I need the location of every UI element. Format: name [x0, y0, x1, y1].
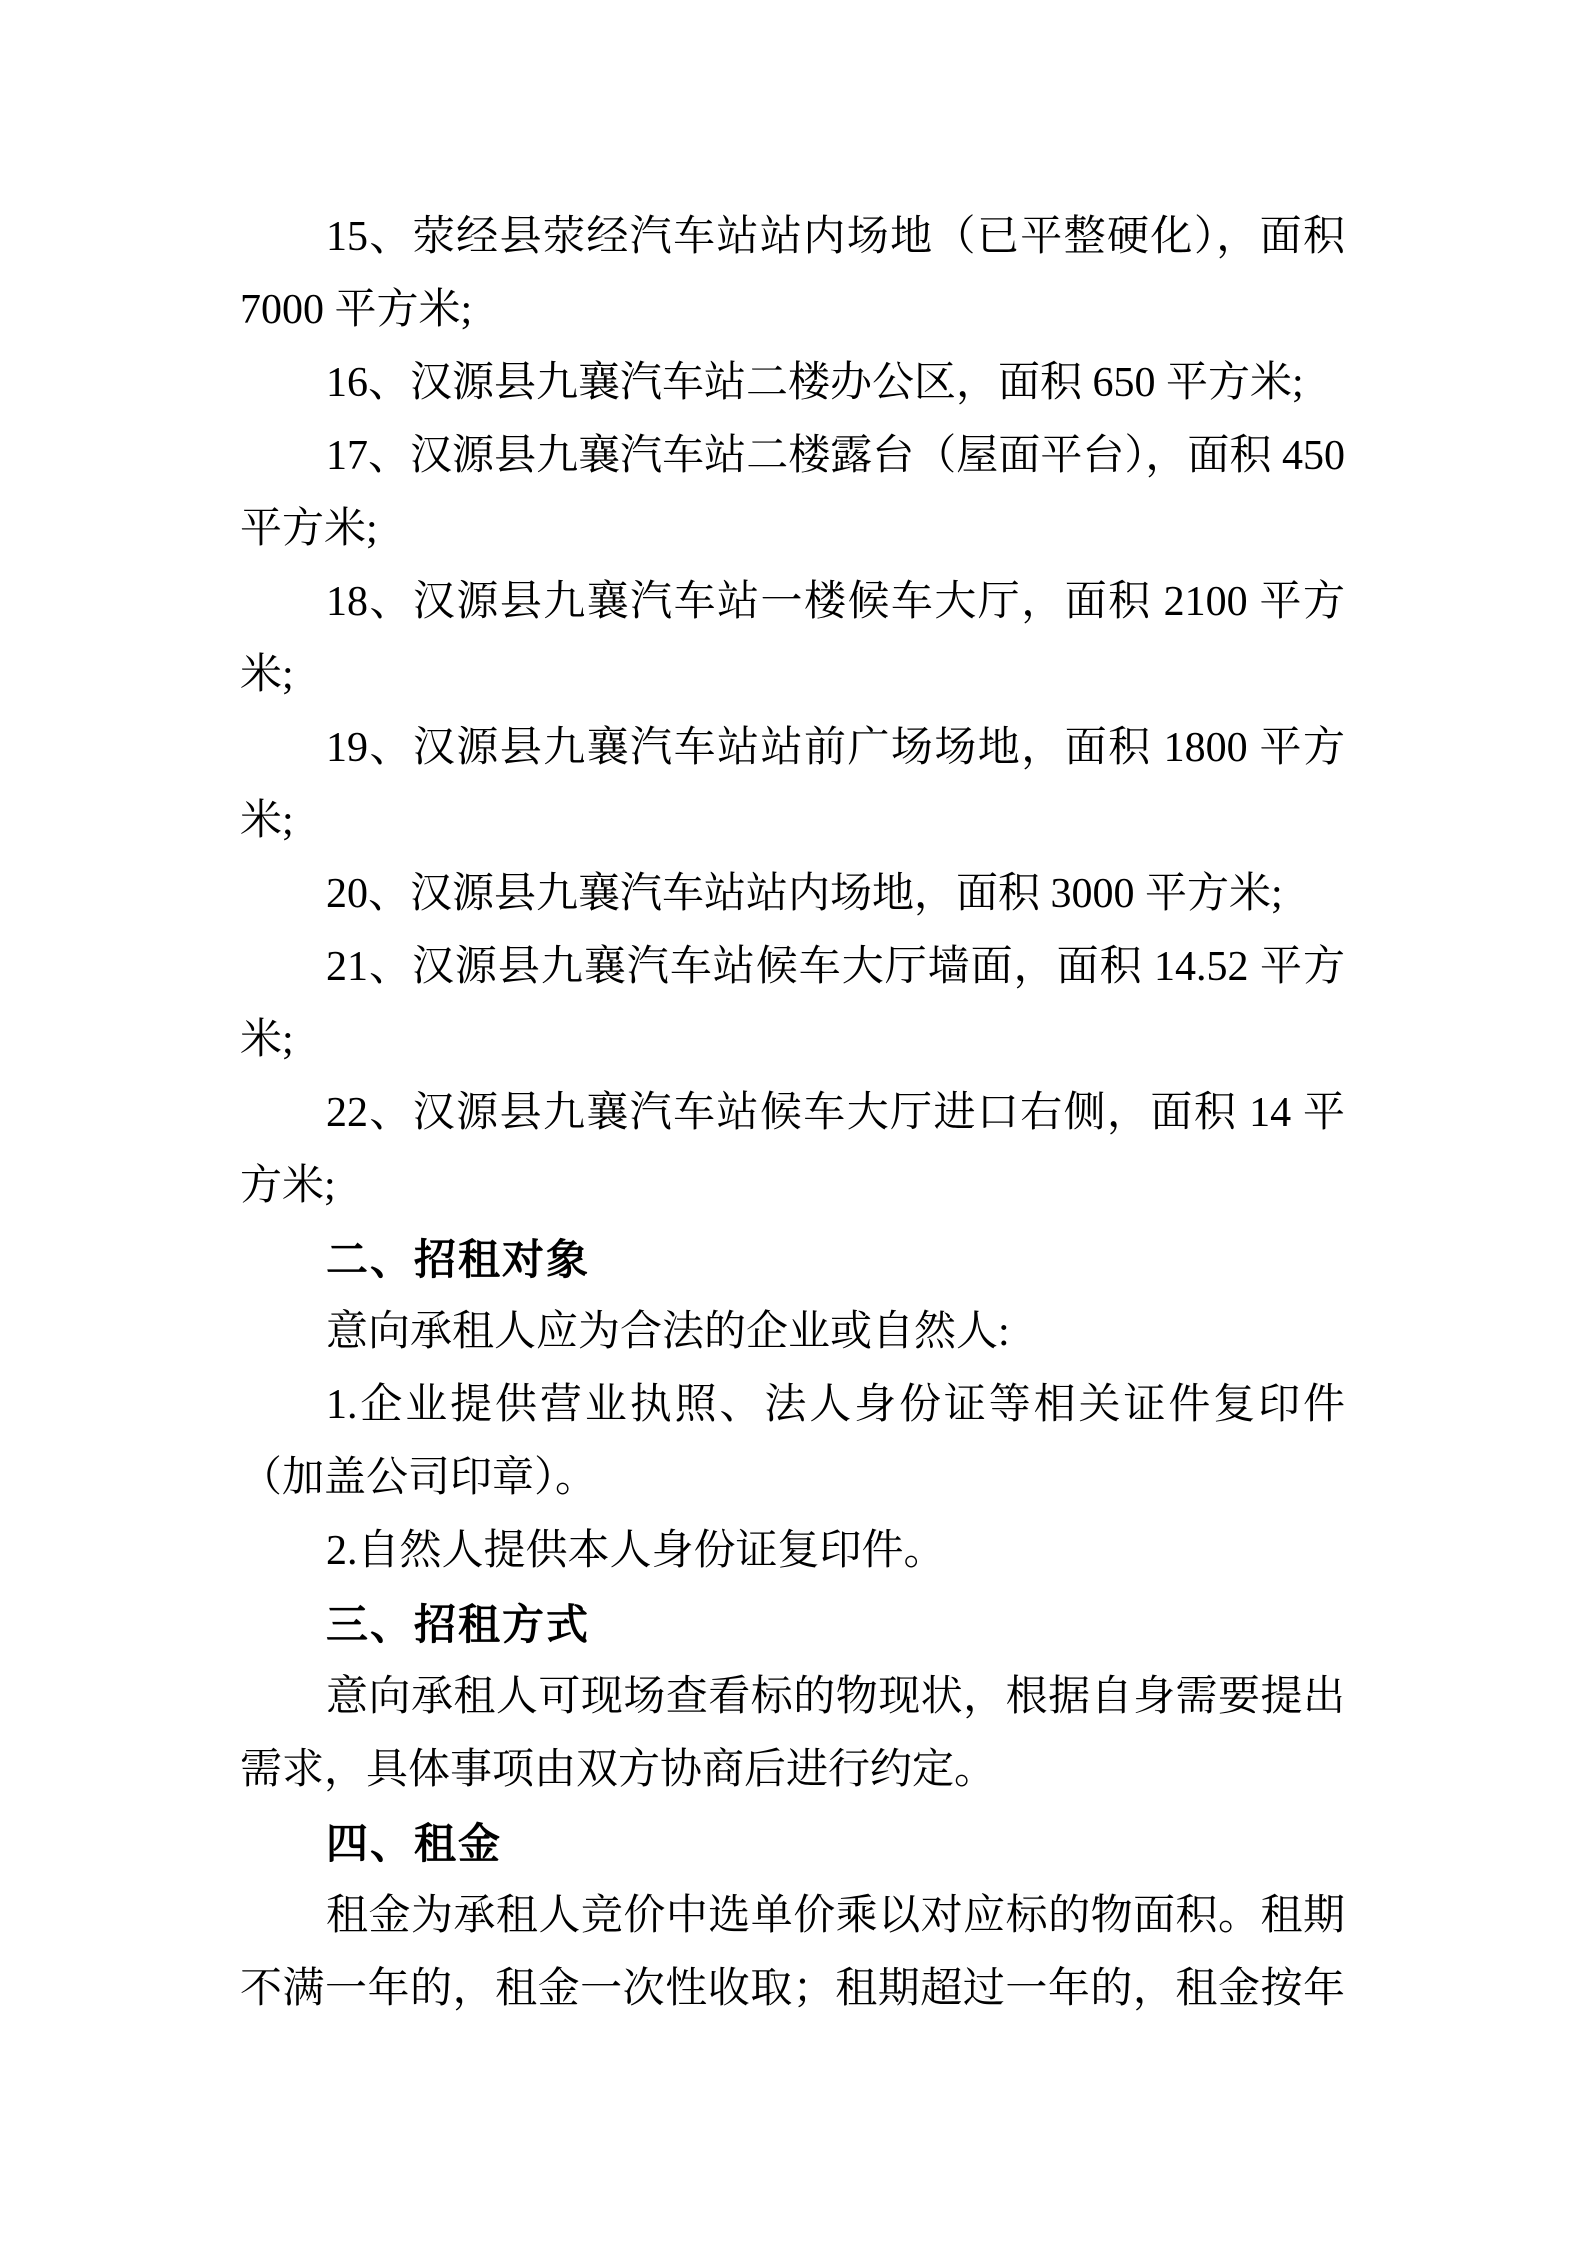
section-heading: 二、招租对象	[326, 1236, 591, 1283]
document-line: 平方米;	[240, 506, 378, 552]
document-line: 需求，具体事项由双方协商后进行约定。	[240, 1747, 997, 1793]
document-line: 不满一年的，租金一次性收取；租期超过一年的，租金按年	[240, 1966, 1345, 2012]
document-line: 米;	[240, 652, 294, 698]
document-line: 米;	[240, 1017, 294, 1063]
section-heading: 四、租金	[326, 1820, 503, 1867]
document-line: 22、汉源县九襄汽车站候车大厅进口右侧，面积 14 平	[326, 1090, 1345, 1136]
document-text-block	[240, 201, 1345, 2026]
document-line: 米;	[240, 798, 294, 844]
document-line: 21、汉源县九襄汽车站候车大厅墙面，面积 14.52 平方	[326, 944, 1345, 990]
document-line: 16、汉源县九襄汽车站二楼办公区，面积 650 平方米;	[326, 360, 1304, 406]
section-heading: 三、招租方式	[326, 1601, 591, 1648]
document-line: 方米;	[240, 1163, 336, 1209]
document-line: 20、汉源县九襄汽车站站内场地，面积 3000 平方米;	[326, 871, 1283, 917]
document-line: 2.自然人提供本人身份证复印件。	[326, 1528, 946, 1574]
document-line: 15、荥经县荥经汽车站站内场地（已平整硬化），面积	[326, 214, 1345, 260]
document-line: 1.企业提供营业执照、法人身份证等相关证件复印件	[326, 1382, 1345, 1428]
document-line: （加盖公司印章）。	[240, 1455, 598, 1501]
document-line: 租金为承租人竞价中选单价乘以对应标的物面积。租期	[326, 1893, 1345, 1939]
document-line: 7000 平方米;	[240, 287, 473, 333]
document-line: 意向承租人应为合法的企业或自然人:	[326, 1309, 1010, 1355]
document-line: 17、汉源县九襄汽车站二楼露台（屋面平台），面积 450	[326, 433, 1345, 479]
document-line: 18、汉源县九襄汽车站一楼候车大厅，面积 2100 平方	[326, 579, 1345, 625]
document-line: 19、汉源县九襄汽车站站前广场场地，面积 1800 平方	[326, 725, 1345, 771]
document-line: 意向承租人可现场查看标的物现状，根据自身需要提出	[326, 1674, 1345, 1720]
